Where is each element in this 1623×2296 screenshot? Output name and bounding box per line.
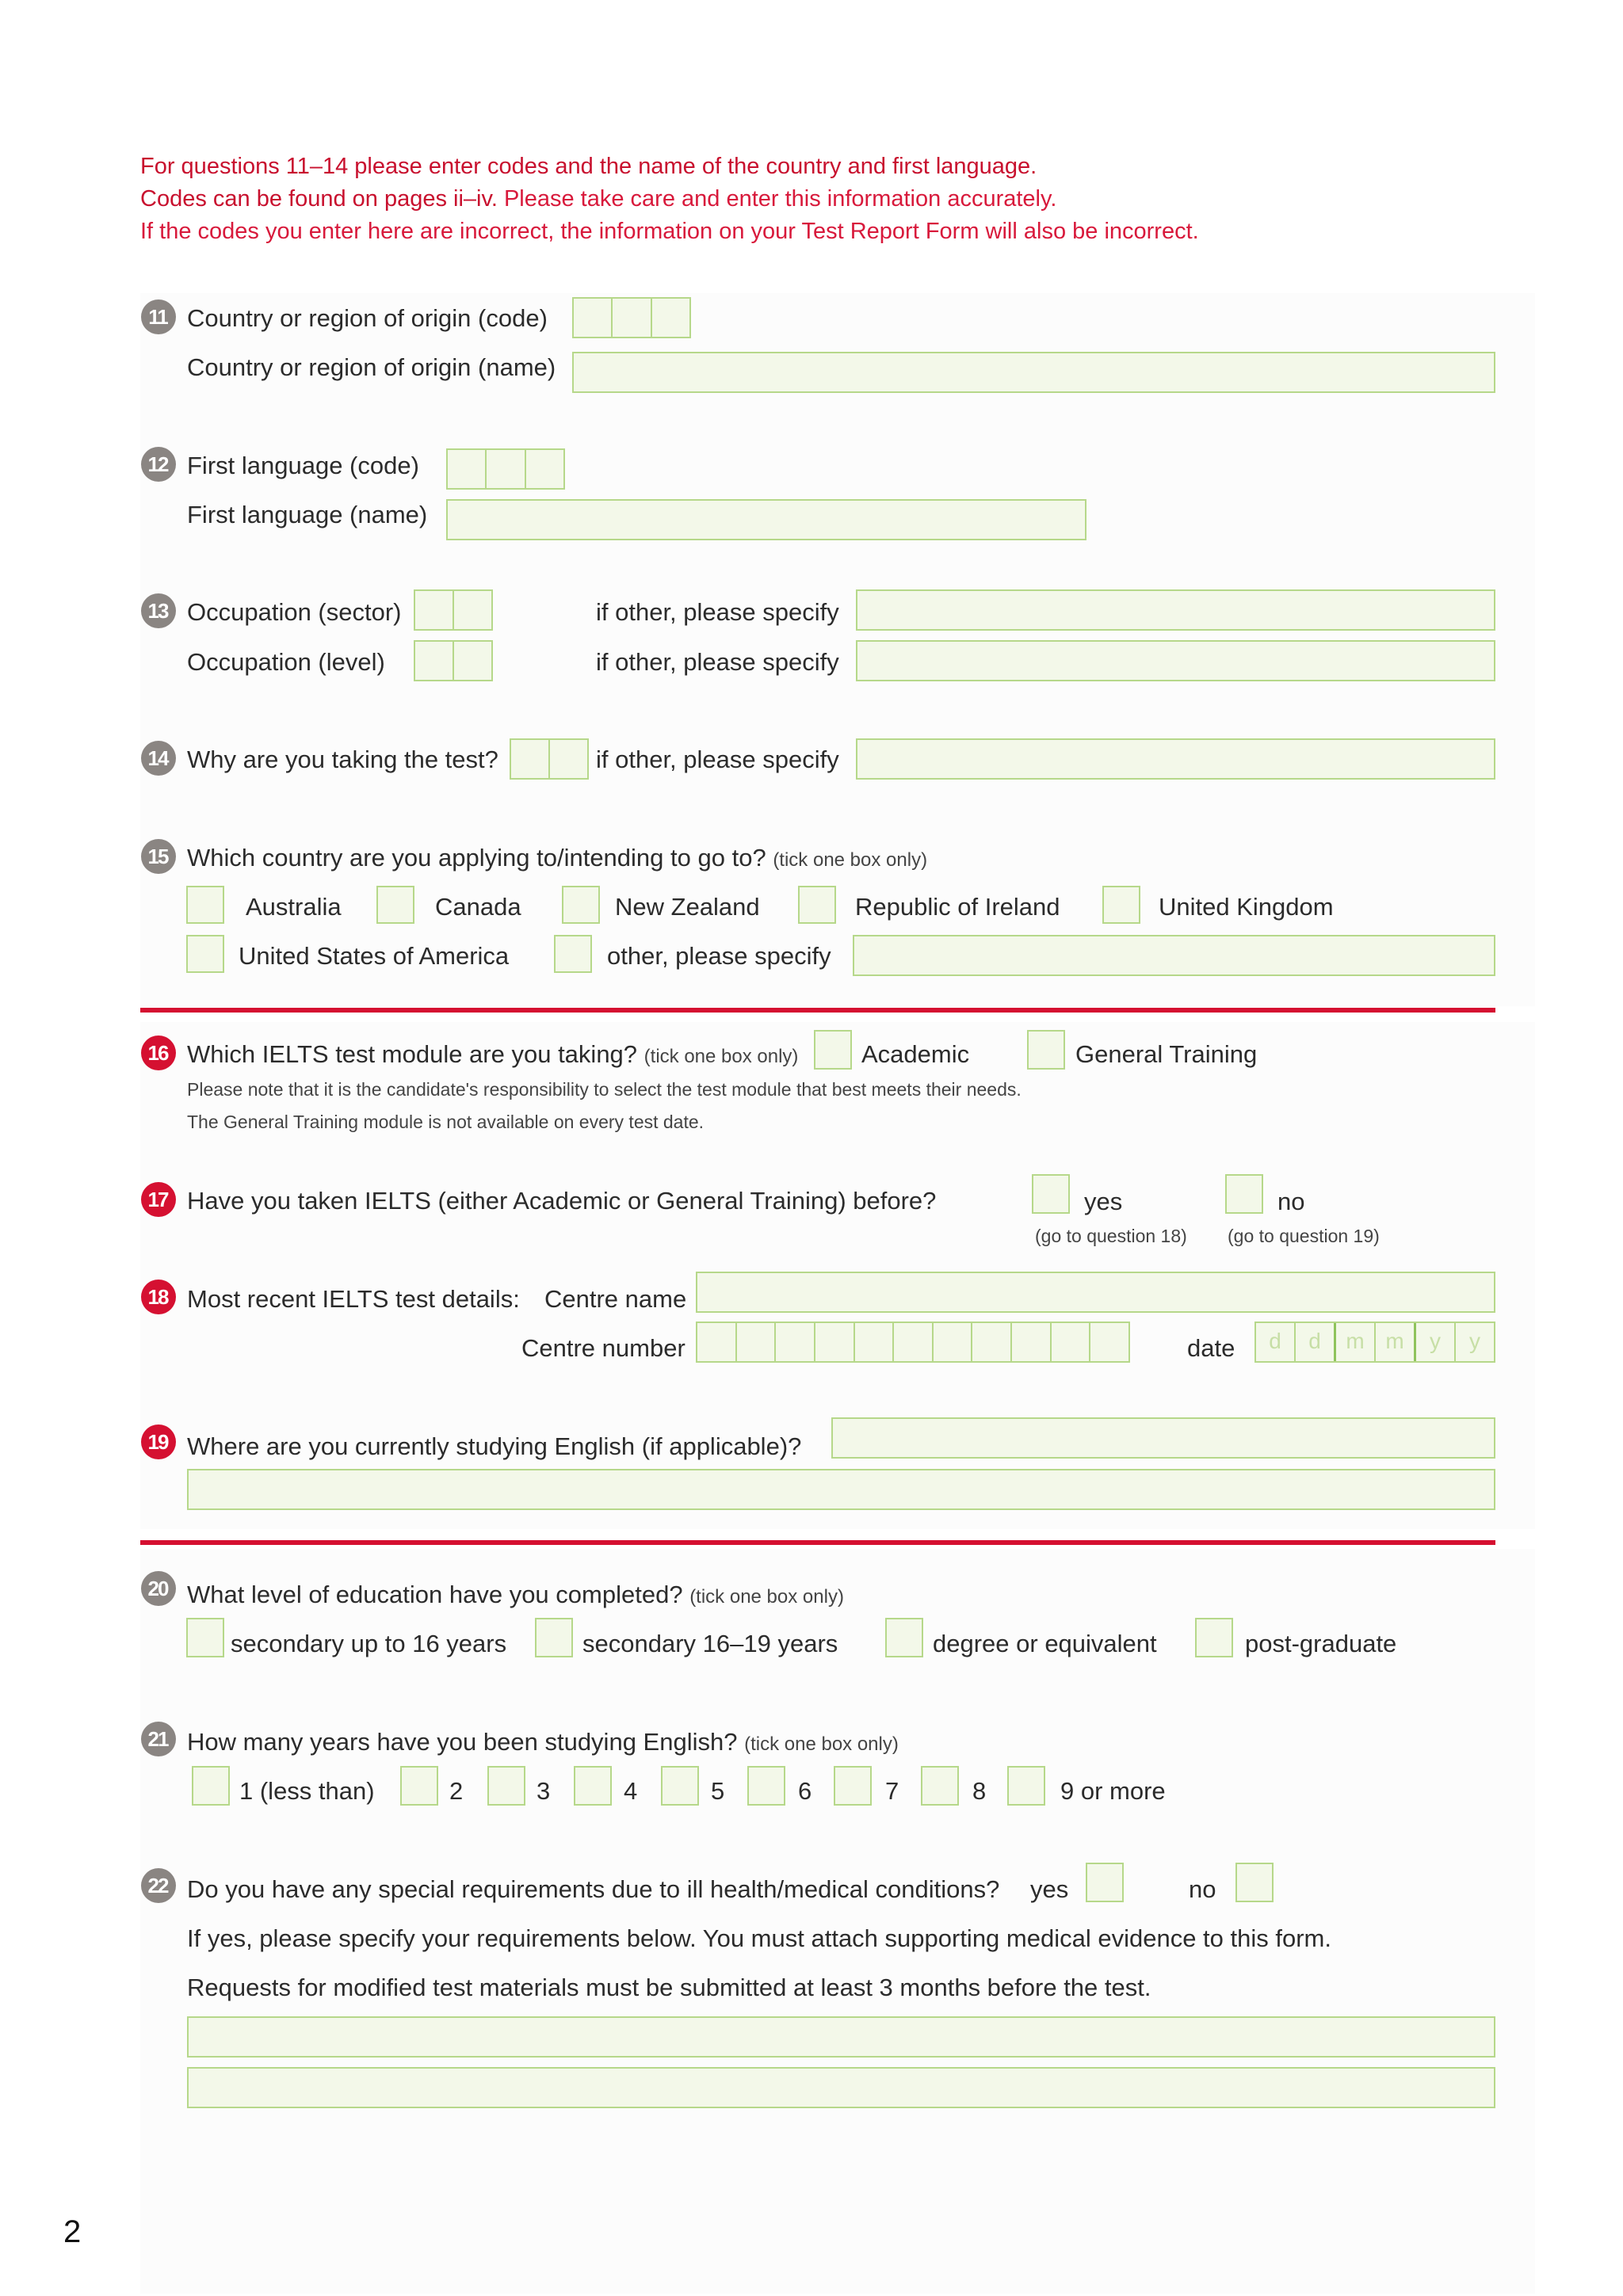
q16-note-1: Please note that it is the candidate's responsibility to select the test module that best meets their needs. (187, 1079, 1022, 1100)
q22-checkbox-yes[interactable] (1086, 1863, 1124, 1902)
q21-checkbox-3[interactable] (487, 1766, 525, 1806)
q17-option-no: no (1277, 1188, 1305, 1215)
q21-option-1: 1 (less than) (239, 1777, 375, 1805)
q11-country-code-input[interactable] (572, 297, 691, 338)
q19-study-location-input-2[interactable] (187, 1469, 1495, 1510)
q17-checkbox-no[interactable] (1225, 1174, 1263, 1214)
q13-level-code-input[interactable] (414, 640, 493, 681)
q18-centre-number-input[interactable] (696, 1322, 1130, 1363)
q20-checkbox-degree[interactable] (885, 1618, 923, 1657)
q16-hint: (tick one box only) (643, 1046, 799, 1067)
q18-label: Most recent IELTS test details: (187, 1285, 520, 1313)
q18-centre-name-input[interactable] (696, 1272, 1495, 1313)
intro-line-3: If the codes you enter here are incorrect, the information on your Test Report Form will also be incorrect. (140, 219, 1199, 244)
q14-specify-input[interactable] (856, 738, 1495, 780)
q15-checkbox-canada[interactable] (376, 886, 414, 924)
intro-line-2: Codes can be found on pages ii–iv. Please take care and enter this information accurately. (140, 186, 1057, 212)
q22-label: Do you have any special requirements due to ill health/medical conditions? (187, 1875, 1000, 1903)
q21-checkbox-7[interactable] (834, 1766, 872, 1806)
q22-checkbox-no[interactable] (1235, 1863, 1274, 1902)
q19-label: Where are you currently studying English (if applicable)? (187, 1432, 802, 1460)
q17-option-yes: yes (1084, 1188, 1123, 1215)
q11-country-name-input[interactable] (572, 352, 1495, 393)
q21-checkbox-6[interactable] (747, 1766, 785, 1806)
section-divider-1 (140, 1008, 1495, 1013)
q15-option-new-zealand: New Zealand (615, 893, 760, 921)
question-number-16: 16 (141, 1035, 176, 1070)
q16-option-general-training: General Training (1075, 1040, 1258, 1068)
q21-option-7: 7 (885, 1777, 899, 1805)
q22-requirements-input-2[interactable] (187, 2067, 1495, 2108)
q16-option-academic: Academic (861, 1040, 970, 1068)
q18-centre-number-label: Centre number (521, 1334, 685, 1362)
q21-option-3: 3 (537, 1777, 551, 1805)
q21-checkbox-2[interactable] (400, 1766, 438, 1806)
q21-checkbox-4[interactable] (574, 1766, 612, 1806)
q20-checkbox-secondary-16[interactable] (186, 1618, 224, 1657)
q13-sector-specify-input[interactable] (856, 589, 1495, 631)
q15-checkbox-australia[interactable] (186, 886, 224, 924)
q21-checkbox-8[interactable] (921, 1766, 959, 1806)
q21-label: How many years have you been studying English? (tick one box only) (187, 1728, 899, 1756)
q15-checkbox-republic-of-ireland[interactable] (798, 886, 836, 924)
question-number-14: 14 (141, 741, 176, 776)
q22-instructions-line-2: Requests for modified test materials must be submitted at least 3 months before the test. (187, 1974, 1151, 2001)
q14-reason-code-input[interactable] (510, 738, 589, 780)
q13-level-label: Occupation (level) (187, 648, 385, 676)
q21-checkbox-5[interactable] (661, 1766, 699, 1806)
question-number-19: 19 (141, 1425, 176, 1459)
question-number-17: 17 (141, 1182, 176, 1217)
q18-centre-name-label: Centre name (544, 1285, 687, 1313)
q17-checkbox-yes[interactable] (1032, 1174, 1070, 1214)
form-panel-bottom (140, 1549, 1535, 2294)
q21-checkbox-1[interactable] (192, 1766, 230, 1806)
q14-label: Why are you taking the test? (187, 746, 498, 773)
q20-label: What level of education have you completed? (tick one box only) (187, 1581, 844, 1608)
q21-checkbox-9-or-more[interactable] (1007, 1766, 1045, 1806)
q15-label: Which country are you applying to/intending to go to? (tick one box only) (187, 844, 928, 871)
q13-level-specify-label: if other, please specify (596, 648, 839, 676)
question-number-18: 18 (141, 1280, 176, 1314)
q21-option-5: 5 (711, 1777, 725, 1805)
q22-requirements-input-1[interactable] (187, 2016, 1495, 2058)
question-number-20: 20 (141, 1571, 176, 1606)
question-number-15: 15 (141, 839, 176, 874)
q18-date-input[interactable]: d d m m y y (1254, 1322, 1495, 1363)
q15-option-usa: United States of America (239, 942, 510, 970)
q20-option-secondary-16-19: secondary 16–19 years (582, 1630, 838, 1657)
q21-option-6: 6 (798, 1777, 812, 1805)
page-number: 2 (63, 2214, 82, 2249)
section-divider-2 (140, 1540, 1495, 1545)
q20-option-secondary-16: secondary up to 16 years (231, 1630, 507, 1657)
q13-sector-code-input[interactable] (414, 589, 493, 631)
q17-label: Have you taken IELTS (either Academic or General Training) before? (187, 1187, 937, 1215)
question-number-21: 21 (141, 1722, 176, 1756)
q22-option-yes: yes (1030, 1875, 1069, 1903)
q12-language-code-input[interactable] (446, 448, 565, 490)
q14-specify-label: if other, please specify (596, 746, 839, 773)
question-number-12: 12 (141, 447, 176, 482)
q16-checkbox-academic[interactable] (814, 1030, 852, 1070)
q17-no-hint: (go to question 19) (1228, 1226, 1380, 1246)
q12-language-name-input[interactable] (446, 499, 1086, 540)
q13-level-specify-input[interactable] (856, 640, 1495, 681)
q18-date-label: date (1187, 1334, 1235, 1362)
question-number-22: 22 (141, 1868, 176, 1903)
q15-option-united-kingdom: United Kingdom (1159, 893, 1334, 921)
q13-sector-specify-label: if other, please specify (596, 598, 839, 626)
q16-note-2: The General Training module is not available on every test date. (187, 1112, 705, 1132)
q15-option-other: other, please specify (607, 942, 831, 970)
q21-option-8: 8 (972, 1777, 987, 1805)
q20-checkbox-secondary-16-19[interactable] (535, 1618, 573, 1657)
q15-option-canada: Canada (435, 893, 521, 921)
q15-checkbox-new-zealand[interactable] (562, 886, 600, 924)
q15-option-australia: Australia (246, 893, 342, 921)
q11-code-label: Country or region of origin (code) (187, 304, 548, 332)
q19-study-location-input-1[interactable] (831, 1417, 1495, 1459)
intro-line-1: For questions 11–14 please enter codes and the name of the country and first language. (140, 154, 1037, 179)
question-number-13: 13 (141, 593, 176, 628)
q15-hint: (tick one box only) (773, 849, 928, 871)
q20-checkbox-post-graduate[interactable] (1195, 1618, 1233, 1657)
q11-name-label: Country or region of origin (name) (187, 353, 556, 381)
q12-code-label: First language (code) (187, 452, 419, 479)
q21-option-4: 4 (624, 1777, 638, 1805)
q22-option-no: no (1189, 1875, 1216, 1903)
q12-name-label: First language (name) (187, 501, 428, 528)
q21-option-2: 2 (449, 1777, 464, 1805)
q20-option-post-graduate: post-graduate (1245, 1630, 1397, 1657)
q20-hint: (tick one box only) (689, 1586, 844, 1608)
q15-checkbox-united-kingdom[interactable] (1102, 886, 1140, 924)
q20-option-degree: degree or equivalent (933, 1630, 1157, 1657)
q15-checkbox-usa[interactable] (186, 935, 224, 973)
q17-yes-hint: (go to question 18) (1035, 1226, 1187, 1246)
q15-option-republic-of-ireland: Republic of Ireland (855, 893, 1060, 921)
q15-checkbox-other[interactable] (554, 935, 592, 973)
q16-checkbox-general-training[interactable] (1027, 1030, 1065, 1070)
q16-label: Which IELTS test module are you taking? (tick one box only) (187, 1040, 799, 1068)
q21-hint: (tick one box only) (744, 1733, 899, 1755)
question-number-11: 11 (141, 299, 176, 334)
q21-option-9-or-more: 9 or more (1060, 1777, 1166, 1805)
q15-other-specify-input[interactable] (853, 935, 1495, 976)
q22-instructions-line-1: If yes, please specify your requirements below. You must attach supporting medical evidence to this form. (187, 1924, 1331, 1952)
q13-sector-label: Occupation (sector) (187, 598, 402, 626)
